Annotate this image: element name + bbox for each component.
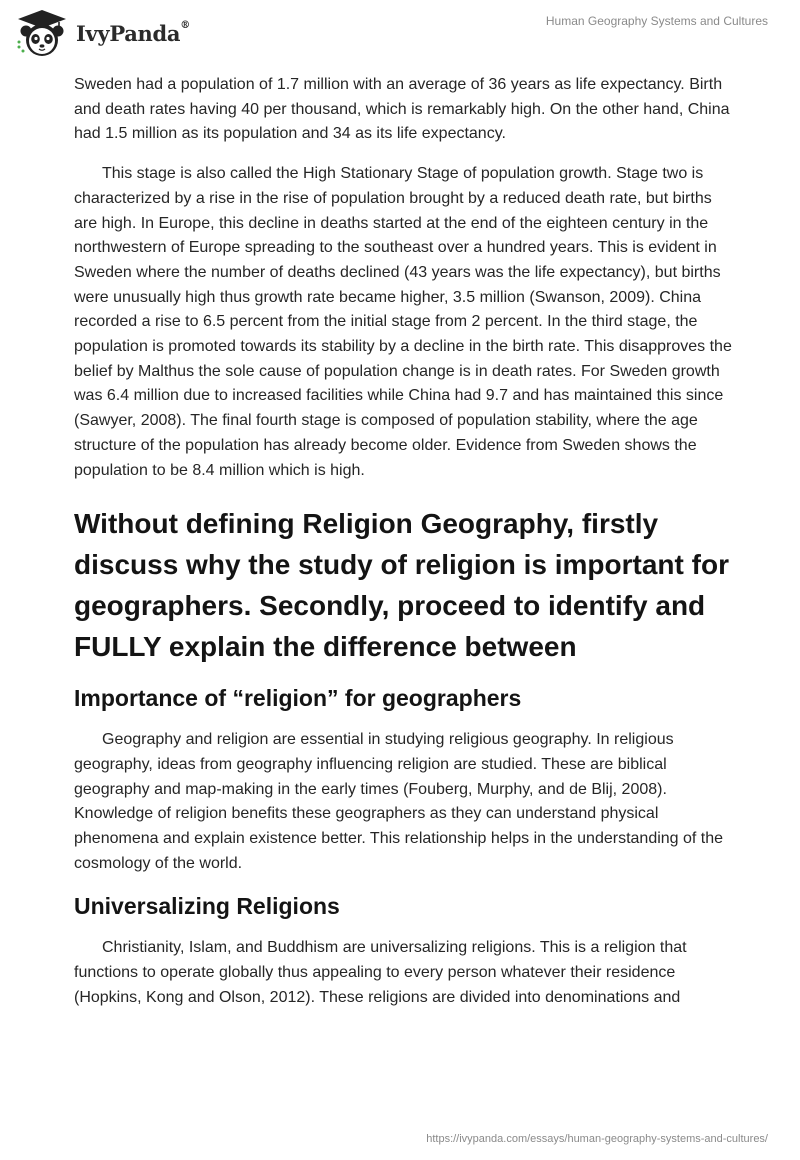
subheading-universalizing: Universalizing Religions (74, 893, 340, 920)
essay-content (74, 73, 734, 1026)
paragraph-universalizing: Christianity, Islam, and Buddhism are universalizing religions. This is a religion that functions to operate globally thus appealing to every person whatever their residence (Hopkins, Kong and Olson, 2012). These religions are divided into denominations and (74, 939, 687, 1006)
paragraph-population-sweden: Sweden had a population of 1.7 million with an average of 36 years as life expectancy. Birth and death rates having 40 per thousand, which is remarkably high. On the other hand, China had 1.5 million as its population and 34 as its life expectancy. (74, 76, 730, 143)
paragraph-importance: Geography and religion are essential in studying religious geography. In religious geography, ideas from geography influencing religion are studied. These are biblical geography and map-making in the early times (Fouberg, Murphy, and de Blij, 2008). Knowledge of religion benefits these geographers as they can understand physical phenomena and explain existence better. This relationship helps in the understanding of the cosmology of the world. (74, 731, 724, 872)
document-title: Human Geography Systems and Cultures (545, 14, 768, 28)
page-header (0, 0, 800, 66)
panda-graduation-icon (15, 8, 69, 58)
paragraph-stage-two: This stage is also called the High Stationary Stage of population growth. Stage two is characterized by a rise in the rise of population brought by a reduced death rate, but births are high. In Europe, this decline in deaths started at the end of the eighteen century in the northwestern of Europe spreading to the southeast over a hundred years. This is evident in Sweden where the number of deaths declined (43 years was the life expectancy), but births were unusually high thus growth rate became higher, 3.5 million (Swanson, 2009). China recorded a rise to 6.5 percent from the initial stage from 2 percent. In the third stage, the population is promoted towards its stability by a decline in the birth rate. This disapproves the belief by Malthus the sole cause of population change is in death rates. For Sweden growth was 6.4 million due to increased facilities while China had 9.7 and has maintained this since (Sawyer, 2008). The final fourth stage is composed of population stability, where the age structure of the population has already become older. Evidence from Sweden shows the population to be 8.4 million which is high. (74, 165, 732, 479)
footer-url[interactable]: https://ivypanda.com/essays/human-geography-systems-and-cultures/ (426, 1133, 768, 1145)
section-heading-question: Without defining Religion Geography, firstly discuss why the study of religion is important for geographers. Secondly, proceed to identify and FULLY explain the difference between (74, 508, 729, 663)
brand-name: IvyPanda® (76, 19, 190, 46)
ivypanda-logo[interactable] (15, 8, 190, 58)
subheading-importance: Importance of “religion” for geographers (74, 685, 522, 712)
